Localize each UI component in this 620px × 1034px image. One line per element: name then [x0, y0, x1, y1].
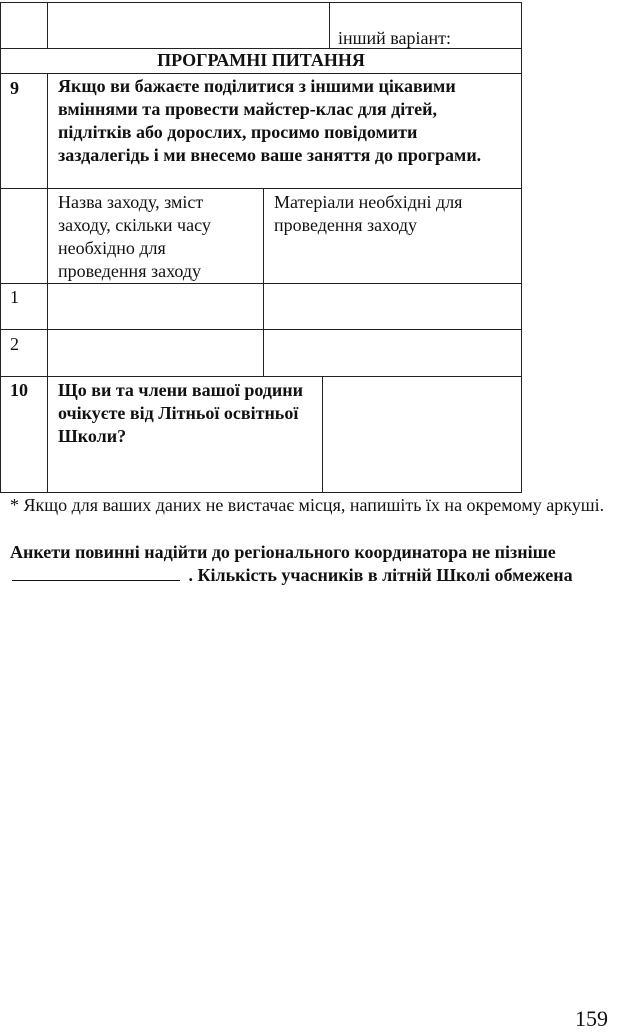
table-line — [47, 73, 48, 493]
q9-number: 9 — [10, 78, 19, 98]
table-line — [0, 73, 522, 74]
table-line — [0, 188, 522, 189]
table-border-bottom — [0, 492, 522, 493]
table-line — [0, 376, 522, 377]
deadline-text-1: Анкети повинні надійти до регіонального координатора не пізніше — [10, 542, 556, 562]
q10-text: Що ви та члени вашої родини очікуєте від Літньої освітньої Школи? — [58, 380, 304, 446]
table-border-right — [521, 2, 522, 493]
page-number: 159 — [575, 1006, 608, 1031]
table-border-left — [0, 2, 1, 493]
footnote-deadline — [10, 541, 610, 587]
footnote-note: * Якщо для ваших даних не вистачає місця, напишіть їх на окремому аркуші. — [10, 495, 605, 515]
q10-number: 10 — [10, 380, 28, 400]
table-line — [47, 2, 48, 49]
other-option-label: інший варіант: — [338, 28, 452, 48]
table-line — [322, 376, 323, 493]
deadline-blank-line — [12, 565, 180, 581]
row-number-1: 1 — [10, 287, 19, 307]
deadline-text-2: . Кількість учасників в літній Школі обмежена — [188, 565, 573, 585]
row-number-2: 2 — [10, 334, 19, 354]
table-line — [329, 2, 330, 49]
section-header: ПРОГРАМНІ ПИТАННЯ — [157, 50, 365, 70]
event-column-header: Назва заходу, зміст заходу, скільки часу необхідно для проведення заходу — [58, 192, 211, 281]
q9-text: Якщо ви бажаєте поділитися з іншими цікавими вміннями та провести майстер-клас для дітей, підлітків або дорослих, просимо повідомити заздалегідь і ми внесемо ваше заняття до програми. — [58, 76, 482, 165]
table-line — [263, 188, 264, 377]
table-line — [0, 329, 522, 330]
table-line — [0, 283, 522, 284]
materials-column-header: Матеріали необхідні для проведення заходу — [274, 192, 463, 235]
table-border-top — [0, 2, 522, 3]
